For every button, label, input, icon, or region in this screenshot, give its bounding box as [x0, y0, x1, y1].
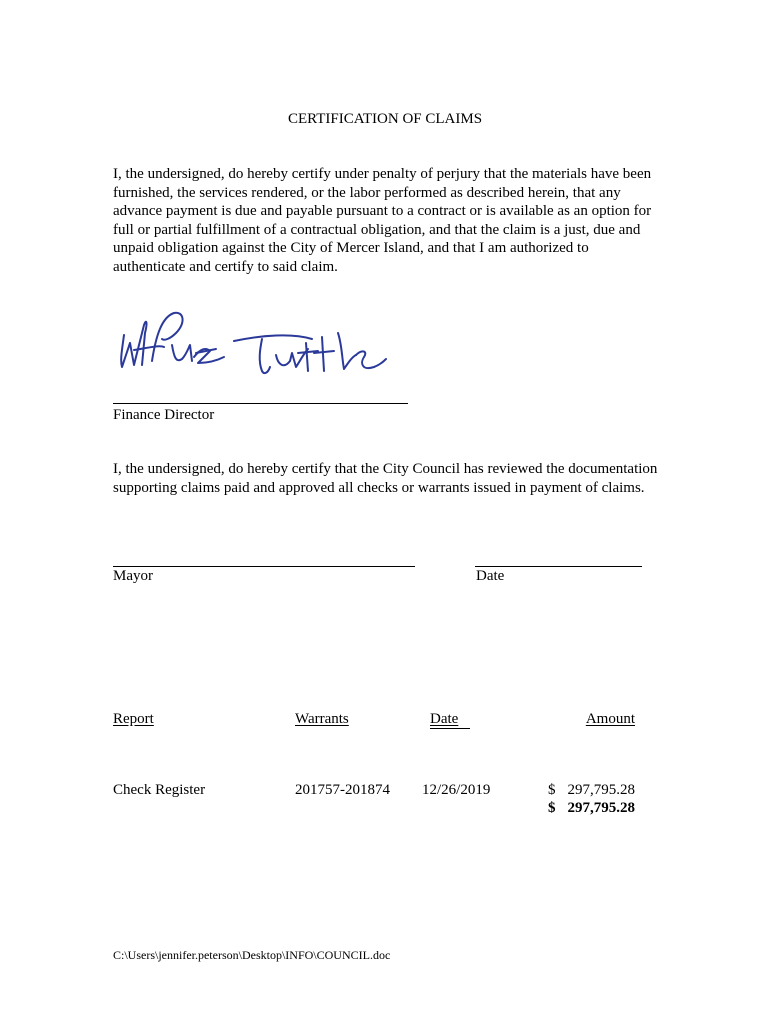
header-date: Date [430, 711, 459, 727]
mayor-signature-line [113, 566, 415, 567]
finance-signature-line [113, 403, 408, 404]
total-currency: $ [548, 800, 556, 816]
row-report: Check Register [113, 782, 206, 798]
header-date-underline-extension [430, 728, 470, 729]
row-amount: 297,795.28 [567, 782, 635, 798]
finance-certification-paragraph: I, the undersigned, do hereby certify under penalty of perjury that the materials have been furnished, the services rendered, or the labor performed as described herein, that any advance payment is due and payable pursuant to a contract or is available as an option for full or partial fulfillment of a contractual obligation, and that the claim is a just, due and unpaid obligation against the City of Mercer Island, and that I am authorized to authenticate and certify to said claim. [113, 166, 652, 275]
header-amount: Amount [585, 711, 635, 727]
mayor-label: Mayor [113, 568, 153, 584]
header-report: Report [113, 711, 154, 727]
document-title: CERTIFICATION OF CLAIMS [287, 111, 483, 127]
row-warrants: 201757-201874 [295, 782, 390, 798]
date-signature-line [475, 566, 642, 567]
row-date: 12/26/2019 [422, 782, 491, 798]
finance-director-label: Finance Director [113, 407, 215, 423]
handwritten-signature [112, 305, 387, 383]
header-warrants: Warrants [295, 711, 349, 727]
total-amount: 297,795.28 [567, 800, 635, 816]
council-certification-paragraph: I, the undersigned, do hereby certify that the City Council has reviewed the documentation supporting claims paid and approved all checks or warrants issued in payment of claims. [113, 461, 658, 496]
date-label: Date [476, 568, 505, 584]
file-path-footer: C:\Users\jennifer.peterson\Desktop\INFO\COUNCIL.doc [113, 948, 391, 962]
row-currency: $ [548, 782, 556, 798]
